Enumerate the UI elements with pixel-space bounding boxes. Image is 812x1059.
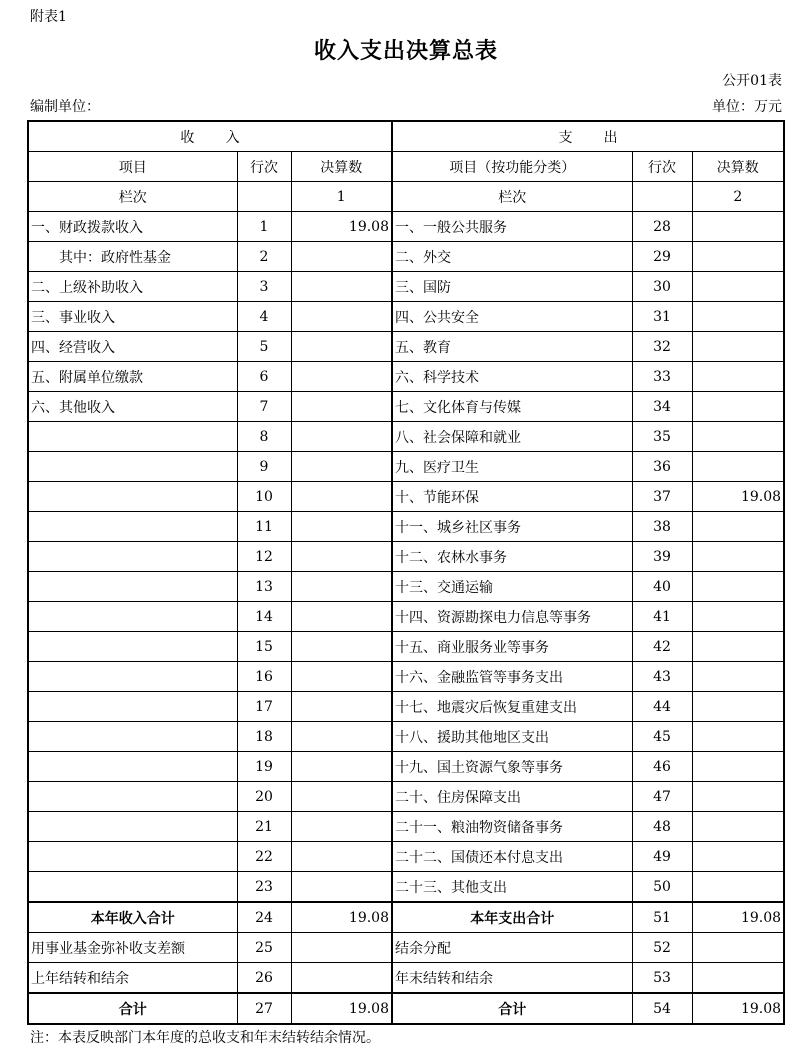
income-amount: [291, 963, 392, 994]
expense-row-no: 52: [632, 933, 692, 963]
income-item: [28, 662, 237, 692]
expense-amount: [692, 872, 784, 903]
expense-amount: 19.08: [692, 902, 784, 933]
expense-row-no: 46: [632, 752, 692, 782]
expense-row-no: 48: [632, 812, 692, 842]
table-row: [28, 512, 784, 542]
expense-row-no: 32: [632, 332, 692, 362]
col-amount-2: 决算数: [692, 152, 784, 182]
income-row-no: 8: [237, 422, 291, 452]
table-row: [28, 662, 784, 692]
income-row-no: 10: [237, 482, 291, 512]
income-amount: [291, 302, 392, 332]
expense-amount: [692, 842, 784, 872]
expense-header: 支 出: [392, 121, 784, 152]
income-item: [28, 542, 237, 572]
income-row-no: 6: [237, 362, 291, 392]
lanci-num-2: 2: [692, 182, 784, 212]
expense-amount: 19.08: [692, 482, 784, 512]
income-row-no: 9: [237, 452, 291, 482]
table-row: [28, 362, 784, 392]
expense-amount: [692, 512, 784, 542]
income-row-no: 20: [237, 782, 291, 812]
expense-item: 一、一般公共服务: [392, 212, 632, 242]
expense-item: 结余分配: [392, 933, 632, 963]
income-amount: [291, 542, 392, 572]
expense-item: 十五、商业服务业等事务: [392, 632, 632, 662]
expense-amount: [692, 542, 784, 572]
lanci-num-1: 1: [291, 182, 392, 212]
expense-item: 十九、国土资源气象等事务: [392, 752, 632, 782]
table-row: [28, 812, 784, 842]
income-item: [28, 482, 237, 512]
income-row-no: 22: [237, 842, 291, 872]
income-row-no: 12: [237, 542, 291, 572]
lanci-row: [28, 182, 784, 212]
income-item: 合计: [28, 993, 237, 1024]
expense-amount: [692, 632, 784, 662]
income-amount: 19.08: [291, 993, 392, 1024]
income-amount: [291, 752, 392, 782]
expense-row-no: 35: [632, 422, 692, 452]
expense-item: 十一、城乡社区事务: [392, 512, 632, 542]
table-row: [28, 933, 784, 963]
income-item: 一、财政拨款收入: [28, 212, 237, 242]
expense-amount: [692, 242, 784, 272]
expense-row-no: 40: [632, 572, 692, 602]
expense-item: 十四、资源勘探电力信息等事务: [392, 602, 632, 632]
income-row-no: 26: [237, 963, 291, 994]
org-label: 编制单位：: [30, 99, 100, 115]
expense-row-no: 31: [632, 302, 692, 332]
income-item: [28, 722, 237, 752]
expense-row-no: 33: [632, 362, 692, 392]
expense-amount: [692, 812, 784, 842]
col-item: 项目: [28, 152, 237, 182]
income-header: 收 入: [28, 121, 392, 152]
table-row: [28, 752, 784, 782]
expense-amount: [692, 332, 784, 362]
expense-amount: [692, 302, 784, 332]
col-item-func: 项目（按功能分类）: [392, 152, 632, 182]
expense-row-no: 34: [632, 392, 692, 422]
income-expense-table: [27, 120, 785, 1025]
lanci-blank: [237, 182, 291, 212]
expense-row-no: 30: [632, 272, 692, 302]
income-amount: [291, 242, 392, 272]
income-row-no: 24: [237, 902, 291, 933]
table-row: [28, 302, 784, 332]
income-row-no: 25: [237, 933, 291, 963]
income-item: [28, 452, 237, 482]
expense-row-no: 51: [632, 902, 692, 933]
income-item: [28, 842, 237, 872]
income-row-no: 21: [237, 812, 291, 842]
income-row-no: 7: [237, 392, 291, 422]
income-row-no: 3: [237, 272, 291, 302]
income-amount: [291, 422, 392, 452]
income-item: 二、上级补助收入: [28, 272, 237, 302]
income-amount: [291, 722, 392, 752]
expense-item: 二十二、国债还本付息支出: [392, 842, 632, 872]
expense-amount: [692, 392, 784, 422]
expense-amount: [692, 212, 784, 242]
expense-row-no: 28: [632, 212, 692, 242]
table-row: [28, 722, 784, 752]
col-row-no-2: 行次: [632, 152, 692, 182]
income-item: 六、其他收入: [28, 392, 237, 422]
expense-amount: 19.08: [692, 993, 784, 1024]
income-item: 本年收入合计: [28, 902, 237, 933]
table-row: [28, 392, 784, 422]
income-item: [28, 632, 237, 662]
lanci-blank-2: [632, 182, 692, 212]
income-item: 三、事业收入: [28, 302, 237, 332]
expense-item: 六、科学技术: [392, 362, 632, 392]
expense-item: 十、节能环保: [392, 482, 632, 512]
expense-item: 合计: [392, 993, 632, 1024]
lanci-label: 栏次: [28, 182, 237, 212]
expense-item: 八、社会保障和就业: [392, 422, 632, 452]
income-row-no: 15: [237, 632, 291, 662]
column-header-row: [28, 152, 784, 182]
income-row-no: 14: [237, 602, 291, 632]
expense-row-no: 53: [632, 963, 692, 994]
expense-item: 十七、地震灾后恢复重建支出: [392, 692, 632, 722]
table-row: [28, 422, 784, 452]
income-item: [28, 572, 237, 602]
income-row-no: 18: [237, 722, 291, 752]
income-row-no: 4: [237, 302, 291, 332]
income-item: [28, 782, 237, 812]
table-row: [28, 542, 784, 572]
expense-amount: [692, 362, 784, 392]
income-amount: [291, 452, 392, 482]
expense-item: 三、国防: [392, 272, 632, 302]
table-row: [28, 242, 784, 272]
expense-item: 二十一、粮油物资储备事务: [392, 812, 632, 842]
income-amount: [291, 933, 392, 963]
income-row-no: 5: [237, 332, 291, 362]
expense-item: 五、教育: [392, 332, 632, 362]
expense-row-no: 36: [632, 452, 692, 482]
income-item: 上年结转和结余: [28, 963, 237, 994]
income-row-no: 23: [237, 872, 291, 903]
income-item: [28, 692, 237, 722]
table-row: [28, 572, 784, 602]
expense-amount: [692, 452, 784, 482]
expense-amount: [692, 692, 784, 722]
expense-amount: [692, 272, 784, 302]
expense-row-no: 37: [632, 482, 692, 512]
expense-item: 十六、金融监管等事务支出: [392, 662, 632, 692]
form-number: 公开01表: [722, 73, 782, 89]
col-row-no: 行次: [237, 152, 291, 182]
income-amount: [291, 872, 392, 903]
income-row-no: 16: [237, 662, 291, 692]
income-item: [28, 602, 237, 632]
income-row-no: 13: [237, 572, 291, 602]
income-item: [28, 812, 237, 842]
expense-item: 十三、交通运输: [392, 572, 632, 602]
expense-item: 本年支出合计: [392, 902, 632, 933]
expense-row-no: 41: [632, 602, 692, 632]
footnote: 注：本表反映部门本年度的总收支和年末结转结余情况。: [30, 1030, 380, 1046]
section-header-row: [28, 121, 784, 152]
income-amount: [291, 512, 392, 542]
table-row: [28, 692, 784, 722]
unit-label: 单位：万元: [712, 99, 782, 115]
income-amount: [291, 662, 392, 692]
income-amount: [291, 332, 392, 362]
expense-row-no: 45: [632, 722, 692, 752]
expense-amount: [692, 752, 784, 782]
expense-row-no: 44: [632, 692, 692, 722]
annex-label: 附表1: [30, 9, 67, 25]
expense-item: 年末结转和结余: [392, 963, 632, 994]
table-row: [28, 963, 784, 994]
page-title: 收入支出决算总表: [313, 38, 498, 64]
table-row: [28, 482, 784, 512]
year-total-row: [28, 902, 784, 933]
income-amount: [291, 362, 392, 392]
expense-row-no: 47: [632, 782, 692, 812]
expense-row-no: 29: [632, 242, 692, 272]
expense-amount: [692, 662, 784, 692]
expense-item: 二、外交: [392, 242, 632, 272]
expense-row-no: 38: [632, 512, 692, 542]
income-item: 四、经营收入: [28, 332, 237, 362]
expense-row-no: 43: [632, 662, 692, 692]
income-amount: [291, 482, 392, 512]
expense-item: 九、医疗卫生: [392, 452, 632, 482]
income-amount: [291, 632, 392, 662]
expense-row-no: 50: [632, 872, 692, 903]
table-row: [28, 332, 784, 362]
table-row: [28, 452, 784, 482]
income-amount: [291, 392, 392, 422]
expense-amount: [692, 782, 784, 812]
table-row: [28, 632, 784, 662]
income-item: [28, 422, 237, 452]
expense-row-no: 42: [632, 632, 692, 662]
expense-amount: [692, 722, 784, 752]
expense-amount: [692, 422, 784, 452]
expense-amount: [692, 963, 784, 994]
income-amount: [291, 272, 392, 302]
income-amount: [291, 842, 392, 872]
income-row-no: 19: [237, 752, 291, 782]
expense-item: 七、文化体育与传媒: [392, 392, 632, 422]
income-row-no: 27: [237, 993, 291, 1024]
income-item: 其中：政府性基金: [28, 242, 237, 272]
income-amount: 19.08: [291, 212, 392, 242]
expense-item: 二十、住房保障支出: [392, 782, 632, 812]
expense-item: 十八、援助其他地区支出: [392, 722, 632, 752]
income-item: [28, 752, 237, 782]
col-amount: 决算数: [291, 152, 392, 182]
income-amount: [291, 782, 392, 812]
table-row: [28, 842, 784, 872]
expense-amount: [692, 933, 784, 963]
income-row-no: 11: [237, 512, 291, 542]
income-amount: [291, 602, 392, 632]
expense-item: 十二、农林水事务: [392, 542, 632, 572]
expense-row-no: 39: [632, 542, 692, 572]
income-amount: [291, 572, 392, 602]
expense-item: 二十三、其他支出: [392, 872, 632, 903]
expense-amount: [692, 602, 784, 632]
income-row-no: 1: [237, 212, 291, 242]
income-amount: [291, 812, 392, 842]
expense-row-no: 49: [632, 842, 692, 872]
table-row: [28, 782, 784, 812]
lanci-label-2: 栏次: [392, 182, 632, 212]
income-item: 用事业基金弥补收支差额: [28, 933, 237, 963]
income-item: 五、附属单位缴款: [28, 362, 237, 392]
grand-total-row: [28, 993, 784, 1024]
expense-row-no: 54: [632, 993, 692, 1024]
income-item: [28, 512, 237, 542]
income-item: [28, 872, 237, 903]
table-row: [28, 602, 784, 632]
table-row: [28, 212, 784, 242]
table-row: [28, 272, 784, 302]
income-amount: [291, 692, 392, 722]
income-amount: 19.08: [291, 902, 392, 933]
income-row-no: 2: [237, 242, 291, 272]
income-row-no: 17: [237, 692, 291, 722]
table-row: [28, 872, 784, 903]
expense-item: 四、公共安全: [392, 302, 632, 332]
expense-amount: [692, 572, 784, 602]
